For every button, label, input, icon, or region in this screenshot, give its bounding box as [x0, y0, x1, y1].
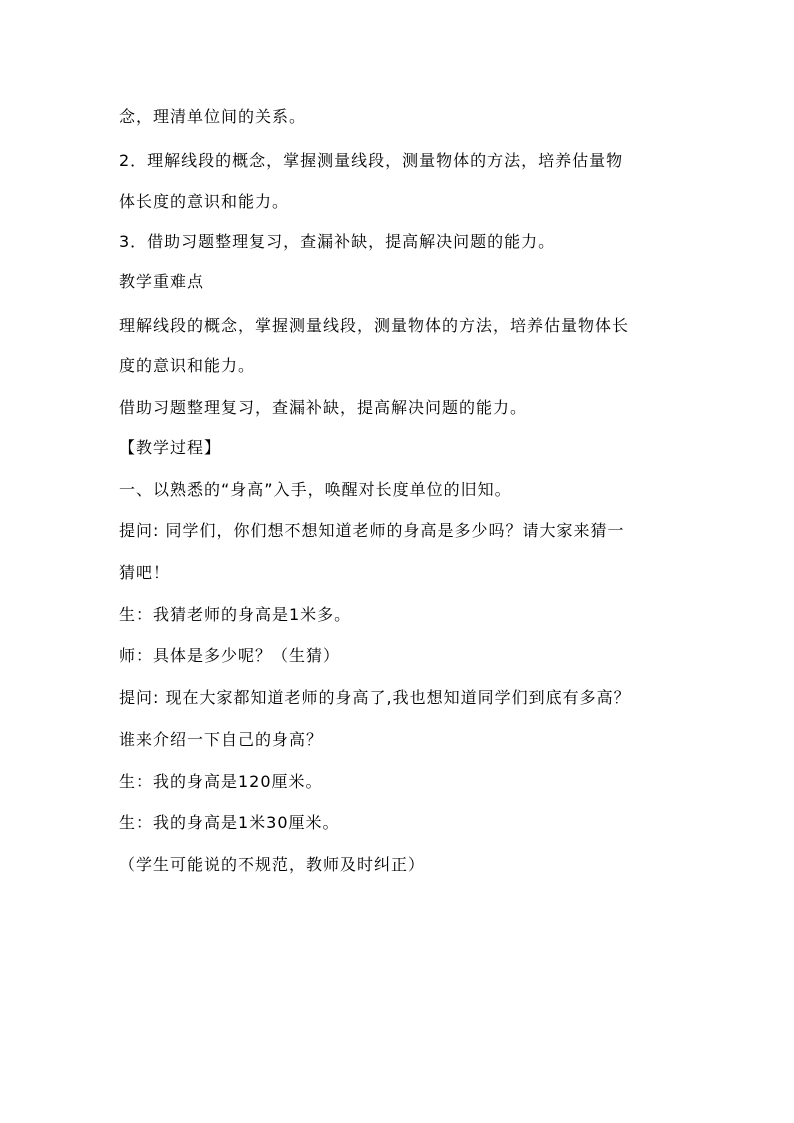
text-line-difficulty-1: 理解线段的概念，掌握测量线段，测量物体的方法，培养估量物体长 [119, 316, 630, 335]
text-line-objective-2-cont: 体长度的意识和能力。 [119, 192, 290, 211]
text-line-teacher-note: （学生可能说的不规范，教师及时纠正） [119, 855, 426, 874]
text-line-unit-relation: 念，理清单位间的关系。 [119, 107, 307, 126]
text-line-question-2: 提问: 现在大家都知道老师的身高了,我也想知道同学们到底有多高？ [119, 688, 631, 707]
text-line-step-1: 一、以熟悉的“身高”入手，唤醒对长度单位的旧知。 [119, 480, 512, 499]
section-heading-key-difficulties: 教学重难点 [119, 272, 205, 291]
text-line-question-1: 提问: 同学们，你们想不想知道老师的身高是多少吗？请大家来猜一 [119, 521, 625, 540]
text-line-difficulty-2: 借助习题整理复习，查漏补缺，提高解决问题的能力。 [119, 398, 528, 417]
text-line-student-answer-1: 生：我猜老师的身高是1米多。 [119, 605, 352, 624]
text-line-student-answer-3: 生：我的身高是1米30厘米。 [119, 813, 340, 832]
text-line-teacher-reply: 师：具体是多少呢？（生猜） [119, 646, 341, 665]
text-line-objective-2: 2．理解线段的概念，掌握测量线段，测量物体的方法，培养估量物 [119, 151, 624, 170]
section-heading-teaching-process: 【教学过程】 [119, 438, 222, 457]
text-line-question-1-cont: 猜吧！ [119, 563, 171, 582]
text-line-question-2-cont: 谁来介绍一下自己的身高？ [119, 730, 324, 749]
text-line-difficulty-1-cont: 度的意识和能力。 [119, 356, 256, 375]
text-line-objective-3: 3．借助习题整理复习，查漏补缺，提高解决问题的能力。 [119, 232, 556, 251]
text-line-student-answer-2: 生：我的身高是120厘米。 [119, 772, 323, 791]
